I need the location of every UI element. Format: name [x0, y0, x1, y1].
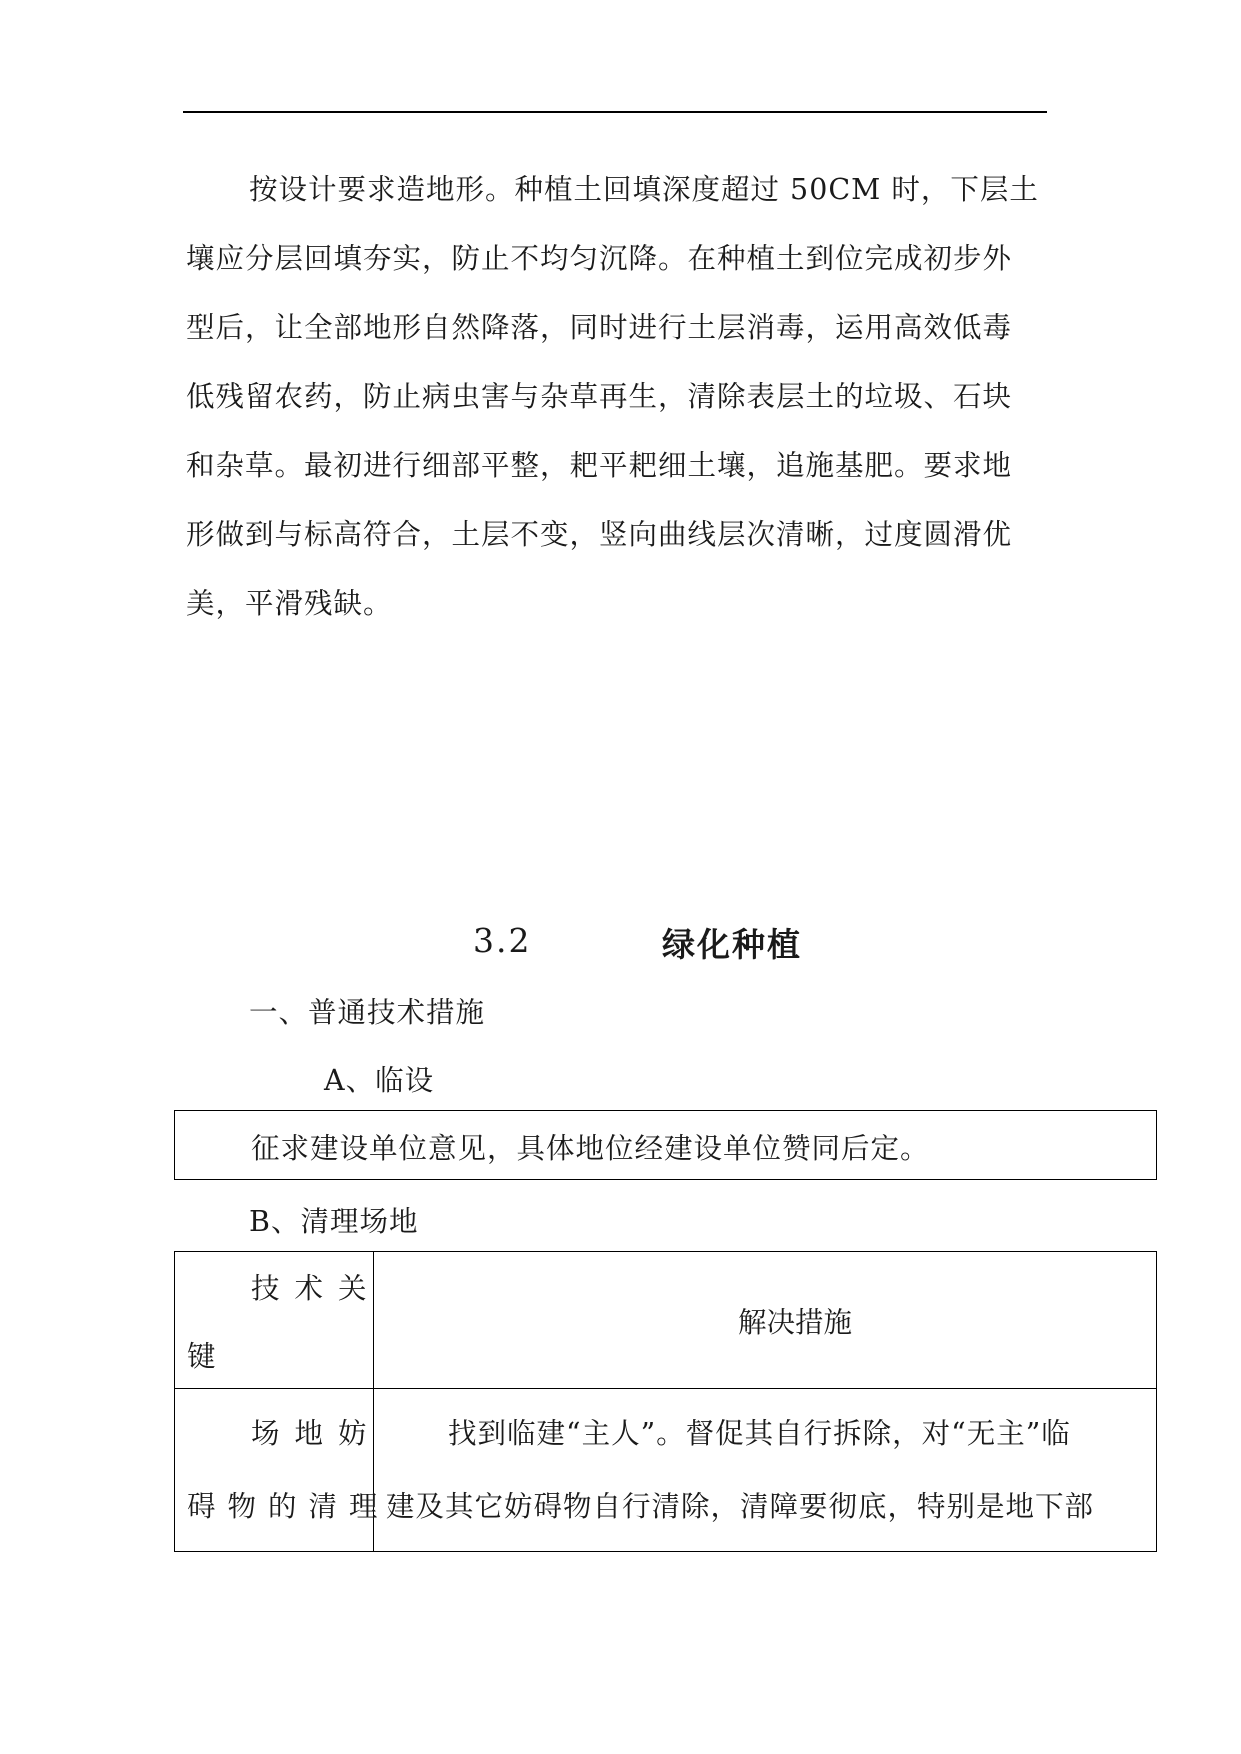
header-key-line1: 技术关 — [251, 1272, 382, 1305]
header-measure-label: 解决措施 — [737, 1306, 852, 1339]
header-rule — [183, 111, 1047, 113]
row-measure-line1: 找到临建“主人”。督促其自行拆除，对“无主”临 — [448, 1417, 1071, 1450]
paragraph-line: 壤应分层回填夯实，防止不均匀沉降。在种植土到位完成初步外 — [186, 242, 1013, 275]
paragraph-line: 和杂草。最初进行细部平整，耙平耙细土壤，追施基肥。要求地 — [186, 449, 1013, 482]
row-key-line2: 碍物的清理 — [187, 1490, 390, 1523]
table-header-measure — [374, 1252, 1157, 1389]
paragraph-line: 低残留农药，防止病虫害与杂草再生，清除表层土的垃圾、石块 — [186, 380, 1013, 413]
section-number: 3.2 — [473, 921, 532, 960]
item-b-heading: B、清理场地 — [249, 1205, 419, 1238]
paragraph-line: 形做到与标高符合，土层不变，竖向曲线层次清晰，过度圆滑优 — [186, 518, 1013, 551]
row-measure-line2: 建及其它妨碍物自行清除，清障要彻底，特别是地下部 — [386, 1490, 1095, 1523]
table-row-key — [175, 1389, 390, 1552]
header-key-line2: 键 — [187, 1340, 216, 1373]
section-heading — [0, 915, 1241, 967]
section-title: 绿化种植 — [662, 925, 802, 964]
item-a-box — [174, 1110, 1157, 1180]
table-row-measure — [374, 1389, 1157, 1552]
item-a-text: 征求建设单位意见，具体地位经建设单位赞同后定。 — [251, 1132, 930, 1165]
subsection-heading: 一、普通技术措施 — [249, 996, 486, 1029]
measures-table — [174, 1251, 1157, 1552]
paragraph-line: 型后，让全部地形自然降落，同时进行土层消毒，运用高效低毒 — [186, 311, 1013, 344]
table-header-key — [175, 1252, 382, 1389]
intro-paragraph — [186, 155, 1052, 638]
paragraph-line: 按设计要求造地形。种植土回填深度超过 50CM 时，下层土 — [249, 173, 1039, 206]
table-header-row — [175, 1252, 1157, 1389]
paragraph-line: 美，平滑残缺。 — [186, 587, 393, 620]
table-row — [175, 1389, 1157, 1552]
row-key-line1: 场地妨 — [251, 1417, 382, 1450]
item-a-heading: A、临设 — [324, 1064, 435, 1097]
